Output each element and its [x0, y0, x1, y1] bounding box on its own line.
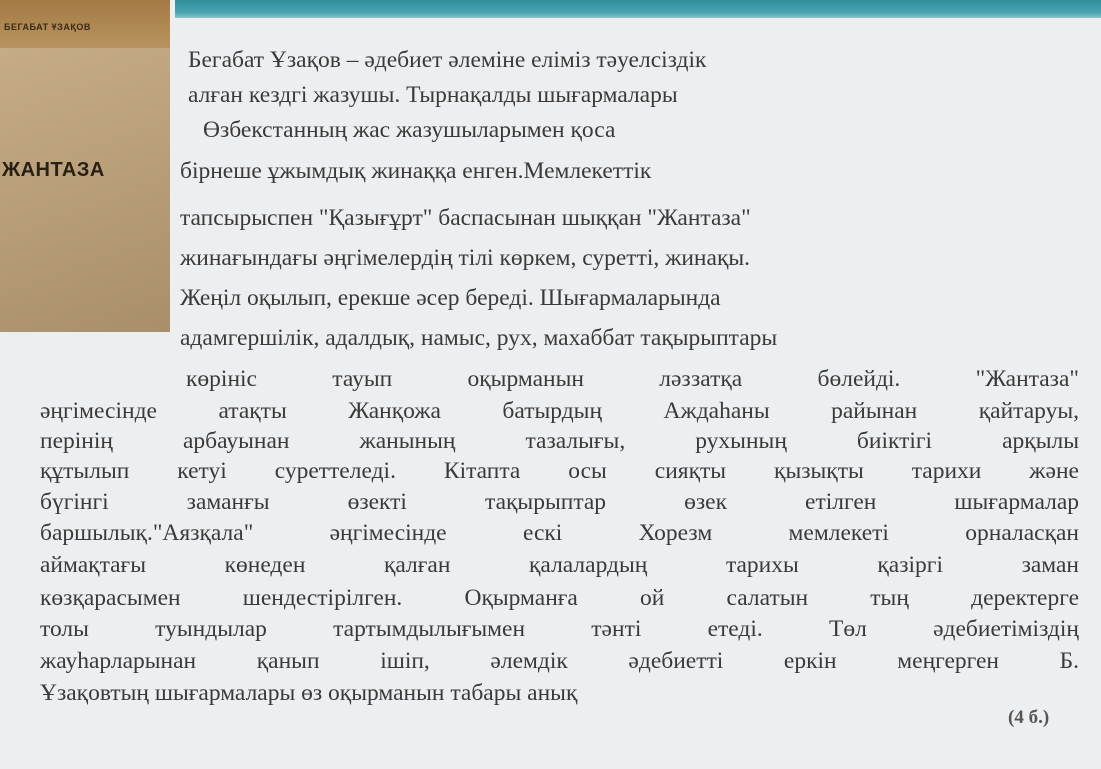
book-cover-title: ЖАНТАЗА [2, 159, 105, 181]
text-line: толы туындылар тартымдылығымен тәнті етеді. Төл әдебиетіміздің [40, 616, 1079, 642]
text-line: бірнеше ұжымдық жинаққа енген.Мемлекеттік [180, 158, 652, 184]
text-line: жинағындағы әңгімелердің тілі көркем, суретті, жинақы. [180, 245, 751, 271]
text-line: Бегабат Ұзақов – әдебиет әлеміне еліміз тәуелсіздік [188, 47, 707, 73]
text-line: жауһарларынан қанып ішіп, әлемдік әдебиетті еркін меңгерген Б. [40, 648, 1079, 674]
text-line: көрініс тауып оқырманын ләззатқа бөлейді. "Жантаза" [186, 366, 1079, 392]
book-cover-author: БЕГАБАТ ҰЗАҚОВ [4, 22, 91, 32]
text-line: перінің арбауынан жанының тазалығы, рухының биіктігі арқылы [40, 428, 1079, 454]
text-line: Өзбекстанның жас жазушыларымен қоса [203, 117, 616, 143]
score-label: (4 б.) [1008, 707, 1050, 728]
text-line: әңгімесінде атақты Жанқожа батырдың Аждаһаны райынан қайтаруы, [40, 398, 1079, 424]
text-line: Ұзақовтың шығармалары өз оқырманын табары анық [40, 680, 578, 706]
text-line: көзқарасымен шендестірілген. Оқырманға ой салатын тың деректерге [40, 585, 1079, 611]
text-line: құтылып кетуі суреттеледі. Кітапта осы сияқты қызықты тарихи және [40, 458, 1079, 484]
text-line: адамгершілік, адалдық, намыс, рух, махаббат тақырыптары [180, 325, 778, 351]
text-line: аймақтағы көнеден қалған қалалардың тарихы қазіргі заман [40, 552, 1079, 578]
text-line: бүгінгі заманғы өзекті тақырыптар өзек етілген шығармалар [40, 489, 1079, 515]
text-line: тапсырыспен "Қазығұрт" баспасынан шыққан "Жантаза" [180, 205, 751, 231]
text-line: баршылық."Аязқала" әңгімесінде ескі Хорезм мемлекеті орналасқан [40, 520, 1079, 546]
text-line: Жеңіл оқылып, ерекше әсер береді. Шығармаларында [180, 285, 721, 311]
text-line: алған кездгі жазушы. Тырнақалды шығармалары [188, 82, 678, 108]
